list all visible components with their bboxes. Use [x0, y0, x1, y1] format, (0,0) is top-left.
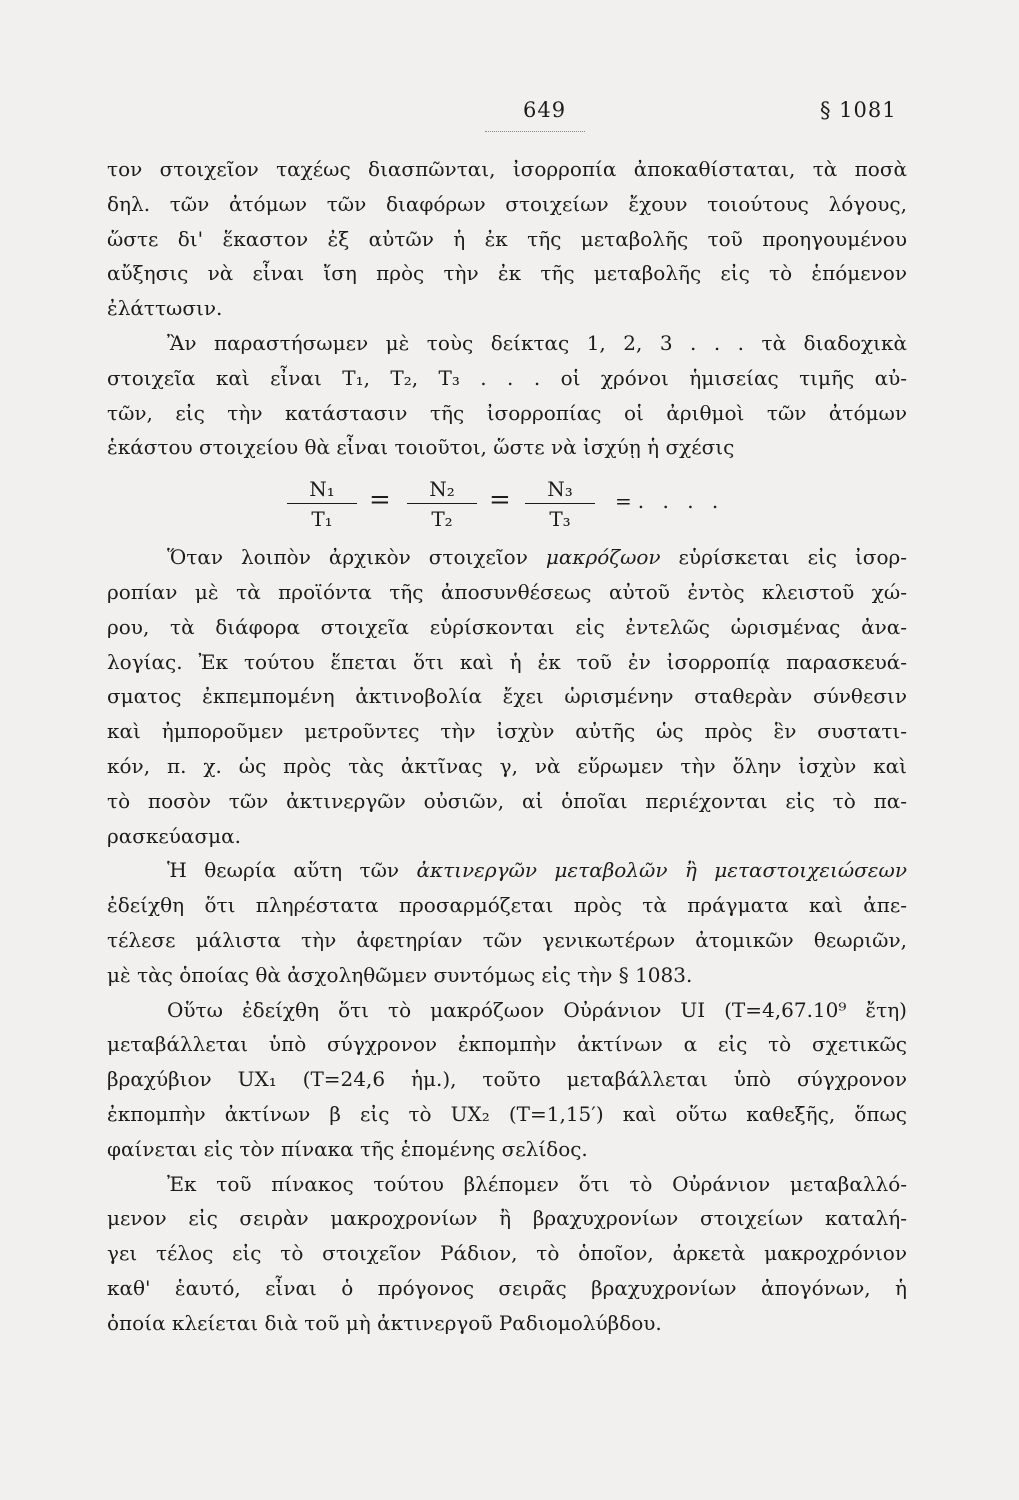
numerator: N₃: [525, 475, 595, 504]
italic-term: μακρόζωον: [545, 545, 661, 570]
paragraph-1: [107, 152, 907, 326]
text-line: μεταβάλλεται ὑπὸ σύγχρονον ἐκπομπὴν ἀκτίνων α εἰς τὸ σχετικῶς: [107, 1032, 907, 1057]
text-line: στοιχεῖα καὶ εἶναι T₁, T₂, T₃ . . . οἱ χρόνοι ἡμισείας τιμῆς αὐ-: [107, 365, 907, 390]
text-line: μενον εἰς σειρὰν μακροχρονίων ἢ βραχυχρονίων στοιχείων καταλή-: [107, 1206, 907, 1231]
text-line: Οὕτω ἐδείχθη ὅτι τὸ μακρόζωον Οὐράνιον UI (T=4,67.10⁹ ἔτη): [167, 997, 907, 1022]
text-line: αὔξησις νὰ εἶναι ἴση πρὸς τὴν ἐκ τῆς μεταβολῆς εἰς τὸ ἑπόμενον: [107, 261, 907, 286]
text-line: φαίνεται εἰς τὸν πίνακα τῆς ἑπομένης σελίδος.: [107, 1136, 588, 1161]
numerator: N₁: [287, 475, 357, 504]
paragraph-5: [107, 993, 907, 1167]
text-line: κόν, π. χ. ὡς πρὸς τὰς ἀκτῖνας γ, νὰ εὕρωμεν τὴν ὅλην ἰσχὺν καὶ: [107, 753, 907, 778]
fraction-2: [407, 475, 477, 532]
text-line: ἑκάστου στοιχείου θὰ εἶναι τοιοῦτοι, ὥστε νὰ ἰσχύῃ ἡ σχέσις: [107, 435, 735, 460]
denominator: T₂: [431, 507, 453, 532]
text-line: [107, 540, 907, 575]
text-line: Ἐκ τοῦ πίνακος τούτου βλέπομεν ὅτι τὸ Οὐράνιον μεταβαλλό-: [167, 1171, 907, 1196]
denominator: T₃: [549, 507, 571, 532]
text-line: λογίας. Ἐκ τούτου ἕπεται ὅτι καὶ ἡ ἐκ τοῦ ἐν ἰσορροπίᾳ παρασκευά-: [107, 649, 907, 674]
paragraph-2: [107, 326, 907, 465]
text-line: τέλεσε μάλιστα τὴν ἀφετηρίαν τῶν γενικωτέρων ἀτομικῶν θεωριῶν,: [107, 927, 907, 952]
text-line: ρου, τὰ διάφορα στοιχεῖα εὑρίσκονται εἰς ἐντελῶς ὡρισμένας ἀνα-: [107, 614, 907, 639]
text-line: ὥστε δι' ἕκαστον ἐξ αὐτῶν ἡ ἐκ τῆς μεταβολῆς τοῦ προηγουμένου: [107, 226, 907, 251]
fraction-1: [287, 475, 357, 532]
paragraph-6: [107, 1167, 907, 1341]
page-body: [107, 152, 907, 1341]
text-line: ἐλάττωσιν.: [107, 296, 223, 321]
text-line: [107, 853, 907, 888]
equals-sign: =: [369, 485, 391, 516]
text-line: ἐκπομπὴν ἀκτίνων β εἰς τὸ UX₂ (T=1,15′) καὶ οὕτω καθεξῆς, ὅπως: [107, 1101, 907, 1126]
text-line: γει τέλος εἰς τὸ στοιχεῖον Ράδιον, τὸ ὁποῖον, ἀρκετὰ μακροχρόνιον: [107, 1241, 907, 1266]
text-line: τὸ ποσὸν τῶν ἀκτινεργῶν οὐσιῶν, αἱ ὁποῖαι περιέχονται εἰς τὸ πα-: [107, 788, 907, 813]
paragraph-4: [107, 853, 907, 992]
text-line: δηλ. τῶν ἀτόμων τῶν διαφόρων στοιχείων ἔχουν τοιούτους λόγους,: [107, 191, 907, 216]
text-line: βραχύβιον UX₁ (T=24,6 ἡμ.), τοῦτο μεταβάλλεται ὑπὸ σύγχρονον: [107, 1067, 907, 1092]
text-line: μὲ τὰς ὁποίας θὰ ἀσχοληθῶμεν συντόμως εἰς τὴν § 1083.: [107, 962, 693, 987]
equation-continuation: =. . . .: [615, 489, 725, 514]
text-line: Ἂν παραστήσωμεν μὲ τοὺς δείκτας 1, 2, 3 . . . τὰ διαδοχικὰ: [167, 330, 907, 355]
text-line: ἐδείχθη ὅτι πληρέστατα προσαρμόζεται πρὸς τὰ πράγματα καὶ ἀπε-: [107, 893, 907, 918]
header-rule: [485, 131, 585, 132]
italic-term: ἀκτινεργῶν μεταβολῶν ἢ μεταστοιχειώσεων: [416, 858, 907, 883]
equilibrium-equation: [107, 465, 907, 540]
paragraph-3: [107, 540, 907, 853]
text-line: τον στοιχεῖον ταχέως διασπῶνται, ἰσορροπία ἀποκαθίσταται, τὰ ποσὰ: [107, 157, 907, 181]
section-reference: § 1081: [820, 98, 897, 122]
text-line: ρασκεύασμα.: [107, 823, 241, 848]
text-line: σματος ἐκπεμπομένη ἀκτινοβολία ἔχει ὡρισμένην σταθερὰν σύνθεσιν: [107, 684, 907, 709]
text-line: ροπίαν μὲ τὰ προϊόντα τῆς ἀποσυνθέσεως αὐτοῦ ἐντὸς κλειστοῦ χώ-: [107, 579, 907, 604]
page-header: [0, 98, 1019, 138]
text-line: καθ' ἑαυτό, εἶναι ὁ πρόγονος σειρᾶς βραχυχρονίων ἀπογόνων, ἡ: [107, 1275, 907, 1300]
text-run: εὑρίσκεται εἰς ἰσορ-: [660, 545, 907, 570]
text-run: Ὅταν λοιπὸν ἀρχικὸν στοιχεῖον: [167, 545, 546, 570]
text-line: καὶ ἠμποροῦμεν μετροῦντες τὴν ἰσχὺν αὐτῆς ὡς πρὸς ἓν συστατι-: [107, 719, 907, 744]
equals-sign: =: [489, 485, 511, 516]
numerator: N₂: [407, 475, 477, 504]
text-line: ὁποία κλείεται διὰ τοῦ μὴ ἀκτινεργοῦ Ραδιομολύβδου.: [107, 1310, 662, 1335]
page-number: 649: [523, 98, 567, 122]
fraction-3: [525, 475, 595, 532]
denominator: T₁: [311, 507, 333, 532]
text-line: τῶν, εἰς τὴν κατάστασιν τῆς ἰσορροπίας οἱ ἀριθμοὶ τῶν ἀτόμων: [107, 400, 907, 425]
text-run: Ἡ θεωρία αὕτη τῶν: [167, 858, 417, 883]
